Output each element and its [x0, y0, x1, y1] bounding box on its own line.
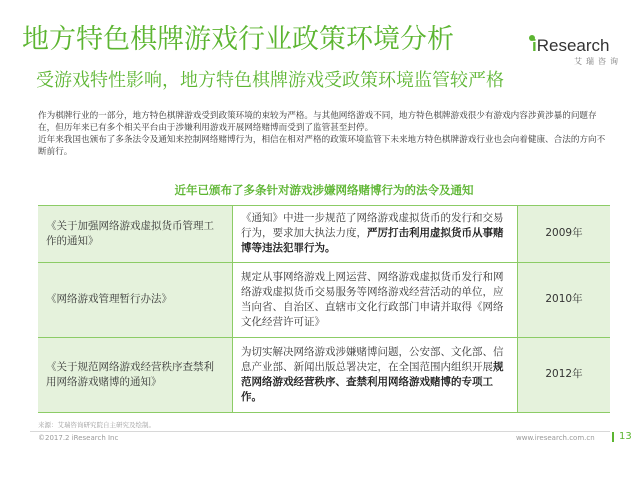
desc-plain: 《通知》中进一步规范了网络游戏虚拟货币的发行和交易行为，要求加大执法力度，: [241, 212, 504, 240]
logo-i: i: [532, 36, 537, 55]
policy-name: 《关于规范网络游戏经营秩序查禁利用网络游戏赌博的通知》: [38, 337, 233, 412]
logo-tagline: 艾瑞咨询: [574, 57, 622, 66]
table-heading: 近年已颁布了多条针对游戏涉嫌网络赌博行为的法令及通知: [174, 183, 474, 197]
policy-year: 2009年: [518, 206, 611, 263]
intro-paragraph-2: 近年来我国也颁布了多条法令及通知来控制网络赌博行为，相信在相对严格的政策环境监管下未来地方特色棋牌游戏行业也会向着健康、合法的方向不断前行。: [38, 135, 606, 157]
page-number: 13: [619, 431, 632, 442]
desc-plain: 为切实解决网络游戏涉嫌赌博问题，公安部、文化部、信息产业部、新闻出版总署决定，在全国范围内组织开展: [241, 345, 504, 373]
intro-text: [38, 110, 610, 158]
desc-plain: 规定从事网络游戏上网运营、网络游戏虚拟货币发行和网络游戏虚拟货币交易服务等网络游戏经营活动的单位，应当向省、自治区、直辖市文化行政部门申请并取得《网络文化经营许可证》: [241, 270, 504, 328]
copyright: ©2017.2 iResearch Inc: [38, 434, 119, 442]
policy-description: [233, 262, 518, 337]
table-row: [38, 337, 610, 412]
page-marker-bar: [612, 432, 614, 442]
policy-name: 《网络游戏管理暂行办法》: [38, 262, 233, 337]
page-subtitle: 受游戏特性影响，地方特色棋牌游戏受政策环境监管较严格: [36, 70, 504, 91]
website-link[interactable]: www.iresearch.com.cn: [516, 434, 595, 442]
logo-wordmark: [532, 36, 610, 56]
policy-year: 2012年: [518, 337, 611, 412]
policy-table: [38, 205, 610, 413]
logo-research: Research: [536, 36, 610, 55]
footer-divider: [30, 431, 610, 432]
iresearch-logo: [526, 32, 626, 76]
table-row: [38, 206, 610, 263]
desc-bold: 严厉打击利用虚拟货币从事赌博等违法犯罪行为。: [241, 227, 504, 255]
page-title: 地方特色棋牌游戏行业政策环境分析: [22, 24, 454, 55]
policy-description: [233, 206, 518, 263]
table-row: [38, 262, 610, 337]
intro-paragraph-1: 作为棋牌行业的一部分，地方特色棋牌游戏受到政策环境的束较为严格。与其他网络游戏不同，地方特色棋牌游戏很少有游戏内容涉黄涉暴的问题存在，但历年来已有多个相关平台由于涉嫌利用游戏开展网络赌博而受到了监管甚至封停。: [38, 111, 597, 133]
desc-bold: 规范网络游戏经营秩序、查禁利用网络游戏赌博的专项工作。: [241, 360, 504, 403]
policy-year: 2010年: [518, 262, 611, 337]
policy-name: 《关于加强网络游戏虚拟货币管理工作的通知》: [38, 206, 233, 263]
source-note: 来源：艾瑞咨询研究院自主研究及绘制。: [38, 421, 155, 429]
policy-description: [233, 337, 518, 412]
